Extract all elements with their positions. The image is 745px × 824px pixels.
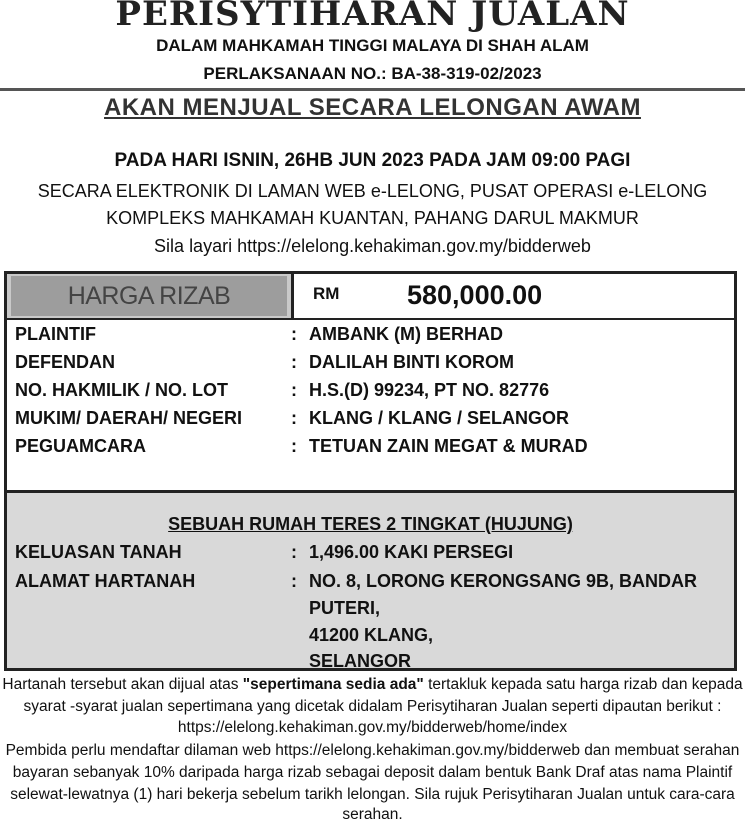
land-area-label: KELUASAN TANAH <box>15 542 182 562</box>
address-line: NO. 8, LORONG KERONGSANG 9B, BANDAR <box>309 571 698 591</box>
terms-paragraph-line-2: syarat -syarat jualan sepertimana yang dicetak didalam Perisytiharan Jualan seperti dipautan berikut : <box>23 698 722 715</box>
execution-number: PERLAKSANAAN NO.: BA-38-319-02/2023 <box>203 64 542 83</box>
terms-paragraph-line-1 <box>0 676 745 694</box>
auction-date: PADA HARI ISNIN, 26HB JUN 2023 PADA JAM 09:00 PAGI <box>114 150 631 171</box>
venue-line-1: SECARA ELEKTRONIK DI LAMAN WEB e-LELONG, PUSAT OPERASI e-LELONG <box>37 181 708 201</box>
header-divider <box>0 88 745 91</box>
document-title: PERISYTIHARAN JUALAN <box>115 0 630 34</box>
terms-text: tertakluk kepada satu harga rizab dan kepada <box>423 676 743 693</box>
party-value-defendant: DALILAH BINTI KOROM <box>309 352 514 372</box>
venue-line-2: KOMPLEKS MAHKAMAH KUANTAN, PAHANG DARUL MAKMUR <box>106 208 639 228</box>
bidder-paragraph-line-2: bayaran sebanyak 10% daripada harga rizab sebagai deposit dalam bentuk Bank Draf atas nama Plaintif <box>12 764 733 781</box>
currency-label: RM <box>313 284 340 303</box>
reserve-price-row <box>7 274 734 320</box>
party-label-defendant: DEFENDAN <box>15 352 116 372</box>
property-colon: : <box>291 571 297 591</box>
party-colon: : <box>291 408 297 428</box>
party-colon: : <box>291 324 297 344</box>
land-area-value: 1,496.00 KAKI PERSEGI <box>309 542 514 562</box>
property-colon: : <box>291 542 297 562</box>
address-line: PUTERI, <box>309 598 381 618</box>
bidder-paragraph-line-1: Pembida perlu mendaftar dilaman web https://elelong.kehakiman.gov.my/bidderweb dan membuat serahan <box>5 742 740 759</box>
party-colon: : <box>291 436 297 456</box>
address-label: ALAMAT HARTANAH <box>15 571 196 591</box>
party-colon: : <box>291 380 297 400</box>
bidder-paragraph-line-3: selewat-lewatnya (1) hari bekerja sebelum tarikh lelongan. Sila rujuk Perisytiharan Jualan untuk cara-cara <box>10 786 735 803</box>
reserve-price-label: HARGA RIZAB <box>11 276 287 316</box>
auction-heading: AKAN MENJUAL SECARA LELONGAN AWAM <box>104 94 641 121</box>
party-value-title: H.S.(D) 99234, PT NO. 82776 <box>309 380 550 400</box>
party-value-lawyer: TETUAN ZAIN MEGAT & MURAD <box>309 436 588 456</box>
party-colon: : <box>291 352 297 372</box>
website-line: Sila layari https://elelong.kehakiman.gov.my/bidderweb <box>154 236 591 256</box>
address-line: SELANGOR <box>309 651 412 671</box>
reserve-amount: 580,000.00 <box>407 280 543 310</box>
court-name: DALAM MAHKAMAH TINGGI MALAYA DI SHAH ALAM <box>156 36 589 55</box>
party-label-location: MUKIM/ DAERAH/ NEGERI <box>15 408 243 428</box>
party-label-lawyer: PEGUAMCARA <box>15 436 147 456</box>
party-value-location: KLANG / KLANG / SELANGOR <box>309 408 569 428</box>
terms-text: Hartanah tersebut akan dijual atas <box>2 676 243 693</box>
property-title: SEBUAH RUMAH TERES 2 TINGKAT (HUJUNG) <box>168 514 573 534</box>
party-label-plaintiff: PLAINTIF <box>15 324 96 344</box>
address-line: 41200 KLANG, <box>309 625 434 645</box>
terms-emphasis: "sepertimana sedia ada" <box>242 676 424 693</box>
party-label-title: NO. HAKMILIK / NO. LOT <box>15 380 228 400</box>
terms-link[interactable]: https://elelong.kehakiman.gov.my/bidderweb/home/index <box>177 719 568 736</box>
auction-details-box <box>4 271 737 671</box>
party-value-plaintiff: AMBANK (M) BERHAD <box>309 324 503 344</box>
bidder-paragraph-line-4: serahan. <box>342 806 403 823</box>
